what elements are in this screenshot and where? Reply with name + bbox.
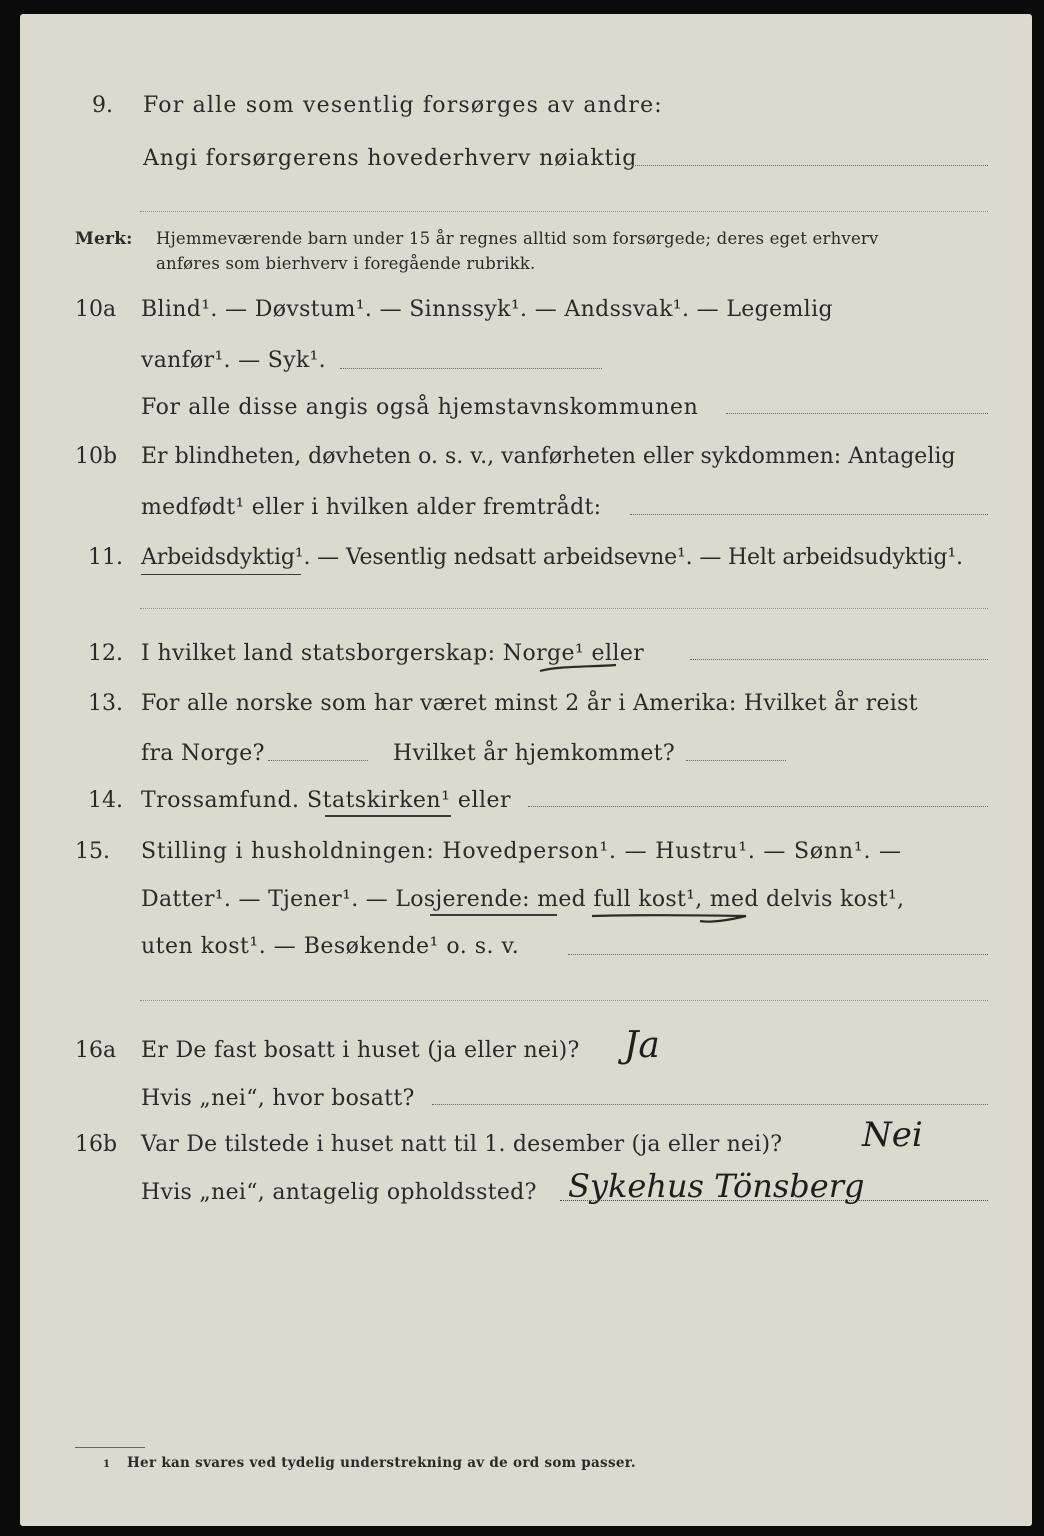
q9-extra-line[interactable] <box>140 211 988 212</box>
q14-number: 14. <box>88 788 123 813</box>
merk-text-line2: anføres som bierhverv i foregående rubrikk. <box>156 254 536 273</box>
q11-underline-arbeidsdyktig <box>141 574 301 575</box>
q10b-answer-line[interactable] <box>630 514 988 515</box>
q13-text-line1: For alle norske som har været minst 2 år i Amerika: Hvilket år reist <box>141 691 918 716</box>
q15-med-full-kost-underline <box>590 912 750 926</box>
q15-losjerende-underline <box>430 914 557 916</box>
merk-label: Merk: <box>75 229 133 249</box>
q10a-text-line1: Blind¹. — Døvstum¹. — Sinnssyk¹. — Andssvak¹. — Legemlig <box>141 297 833 322</box>
q16a-text-line1: Er De fast bosatt i huset (ja eller nei)? <box>141 1038 580 1063</box>
footnote-separator <box>75 1447 145 1448</box>
q9-number: 9. <box>92 93 113 118</box>
q15-text-line3: uten kost¹. — Besøkende¹ o. s. v. <box>141 934 520 959</box>
q11-number: 11. <box>88 545 123 570</box>
q15-extra-line[interactable] <box>140 1000 988 1001</box>
q12-text-line1: I hvilket land statsborgerskap: Norge¹ eller <box>141 641 645 666</box>
q12-number: 12. <box>88 641 123 666</box>
q14-answer-line[interactable] <box>528 806 988 807</box>
q9-answer-line[interactable] <box>632 165 988 166</box>
q16a-text-line2: Hvis „nei“, hvor bosatt? <box>141 1086 415 1111</box>
q16b-text-line1: Var De tilstede i huset natt til 1. desember (ja eller nei)? <box>141 1132 783 1157</box>
q10b-number: 10b <box>75 444 118 469</box>
q15-answer-line[interactable] <box>568 954 988 955</box>
q10b-text-line2: medfødt¹ eller i hvilken alder fremtrådt: <box>141 495 602 520</box>
q16b-handwritten-answer-1: Nei <box>862 1115 923 1155</box>
q13-text-line2b: Hvilket år hjemkommet? <box>393 741 675 766</box>
q14-statskirken-underline <box>325 815 451 817</box>
q10a-text-line3: For alle disse angis også hjemstavnskommunen <box>141 395 699 420</box>
q15-text-line1: Stilling i husholdningen: Hovedperson¹. — Hustru¹. — Sønn¹. — <box>141 839 902 864</box>
q15-number: 15. <box>75 839 110 864</box>
q13-number: 13. <box>88 691 123 716</box>
q15-text-line2: Datter¹. — Tjener¹. — Losjerende: med full kost¹, med delvis kost¹, <box>141 887 905 912</box>
footnote-mark: 1 <box>103 1459 111 1470</box>
q16a-answer-line[interactable] <box>432 1104 988 1105</box>
q16b-answer-line[interactable] <box>560 1200 988 1201</box>
q13-reist-answer-line[interactable] <box>268 760 368 761</box>
footnote-text: Her kan svares ved tydelig understrekning av de ord som passer. <box>127 1455 636 1471</box>
q11-extra-line[interactable] <box>140 608 988 609</box>
q16b-number: 16b <box>75 1132 118 1157</box>
merk-text-line1: Hjemmeværende barn under 15 år regnes alltid som forsørgede; deres eget erhverv <box>156 229 879 248</box>
q16b-text-line2: Hvis „nei“, antagelig opholdssted? <box>141 1180 537 1205</box>
q9-text-line1: For alle som vesentlig forsørges av andre: <box>143 93 663 118</box>
q13-text-line2a: fra Norge? <box>141 741 265 766</box>
q16a-handwritten-answer: Ja <box>624 1025 660 1066</box>
q10a-syk-answer-line[interactable] <box>340 368 602 369</box>
q14-text-line1: Trossamfund. Statskirken¹ eller <box>141 788 512 813</box>
q11-text-line1: Arbeidsdyktig¹. — Vesentlig nedsatt arbeidsevne¹. — Helt arbeidsudyktig¹. <box>141 545 963 570</box>
q16a-number: 16a <box>75 1038 117 1063</box>
q10a-number: 10a <box>75 297 117 322</box>
q10b-text-line1: Er blindheten, døvheten o. s. v., vanførheten eller sykdommen: Antagelig <box>141 444 956 469</box>
q16b-handwritten-answer-2: Sykehus Tönsberg <box>568 1167 865 1205</box>
q12-answer-line[interactable] <box>690 659 988 660</box>
q10a-hjemstavn-answer-line[interactable] <box>726 413 988 414</box>
q10a-text-line2: vanfør¹. — Syk¹. <box>141 348 326 373</box>
q9-text-line2: Angi forsørgerens hovederhverv nøiaktig <box>143 146 638 171</box>
q12-norge-underline <box>538 663 618 675</box>
q13-hjemkommet-answer-line[interactable] <box>686 760 786 761</box>
